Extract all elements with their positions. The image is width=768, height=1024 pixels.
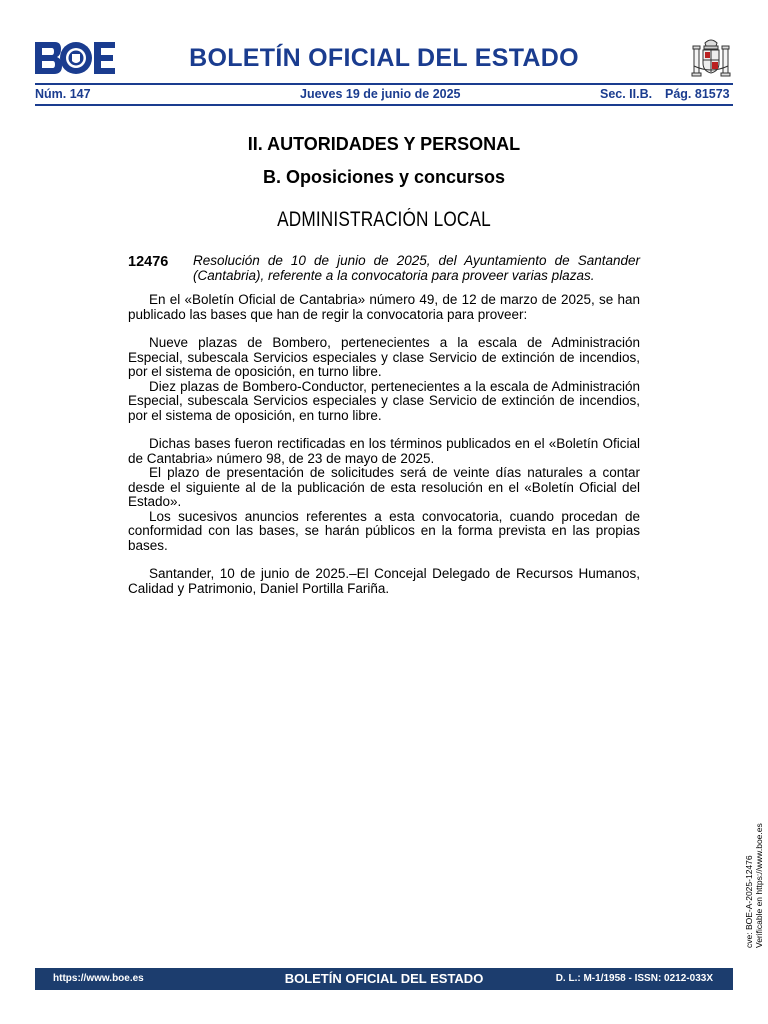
disposition-title: Resolución de 10 de junio de 2025, del Ayuntamiento de Santander (Cantabria), referente a la convocatoria para proveer varias plazas. [193,253,640,283]
section-subtitle: B. Oposiciones y concursos [262,167,506,187]
footer-url-link[interactable]: https://www.boe.es [53,973,144,984]
masthead-title: BOLETÍN OFICIAL DEL ESTADO [189,44,579,72]
body-paragraph: Dichas bases fueron rectificadas en los términos publicados en el «Boletín Oficial de Cantabria» número 98, de 23 de mayo de 2025. [128,436,640,466]
footer-legal: D. L.: M-1/1958 - ISSN: 0212-033X [555,973,713,984]
section-ref: Sec. II.B. [600,87,653,101]
header-rule-bottom [35,104,733,106]
verify-link[interactable]: Verificable en https://www.boe.es [754,823,764,948]
verification-note [744,823,764,948]
header-rule-top [35,83,733,85]
cve-code: cve: BOE-A-2025-12476 [744,855,754,948]
body-paragraph: En el «Boletín Oficial de Cantabria» número 49, de 12 de marzo de 2025, se han publicado las bases que han de regir la convocatoria para proveer: [128,292,640,322]
footer-title: BOLETÍN OFICIAL DEL ESTADO [284,971,484,986]
signature: Santander, 10 de junio de 2025.–El Concejal Delegado de Recursos Humanos, Calidad y Patrimonio, Daniel Portilla Fariña. [128,566,640,596]
body-paragraph: Diez plazas de Bombero-Conductor, pertenecientes a la escala de Administración Especial, subescala Servicios especiales y clase Servicio de extinción de incendios, por el sistema de oposición, en turno libre. [128,378,640,423]
category-heading: ADMINISTRACIÓN LOCAL [277,208,491,231]
body-paragraph: El plazo de presentación de solicitudes será de veinte días naturales a contar desde el siguiente al de la publicación de esta resolución en el «Boletín Oficial del Estado». [128,465,640,509]
body-paragraph: Los sucesivos anuncios referentes a esta convocatoria, cuando procedan de conformidad con las bases, se harán públicos en la forma prevista en las propias bases. [128,508,640,553]
disposition-number: 12476 [128,254,169,270]
footer-bar [35,968,733,990]
section-title: II. AUTORIDADES Y PERSONAL [247,134,521,154]
document-body [128,293,640,596]
spain-coat-of-arms-icon [690,36,732,80]
issue-number: Núm. 147 [35,87,91,101]
body-paragraph: Nueve plazas de Bombero, pertenecientes a la escala de Administración Especial, subescala Servicios especiales y clase Servicio de extinción de incendios, por el sistema de oposición, en turno libre. [128,335,640,379]
issue-date: Jueves 19 de junio de 2025 [300,87,461,101]
page-number: Pág. 81573 [665,87,730,101]
